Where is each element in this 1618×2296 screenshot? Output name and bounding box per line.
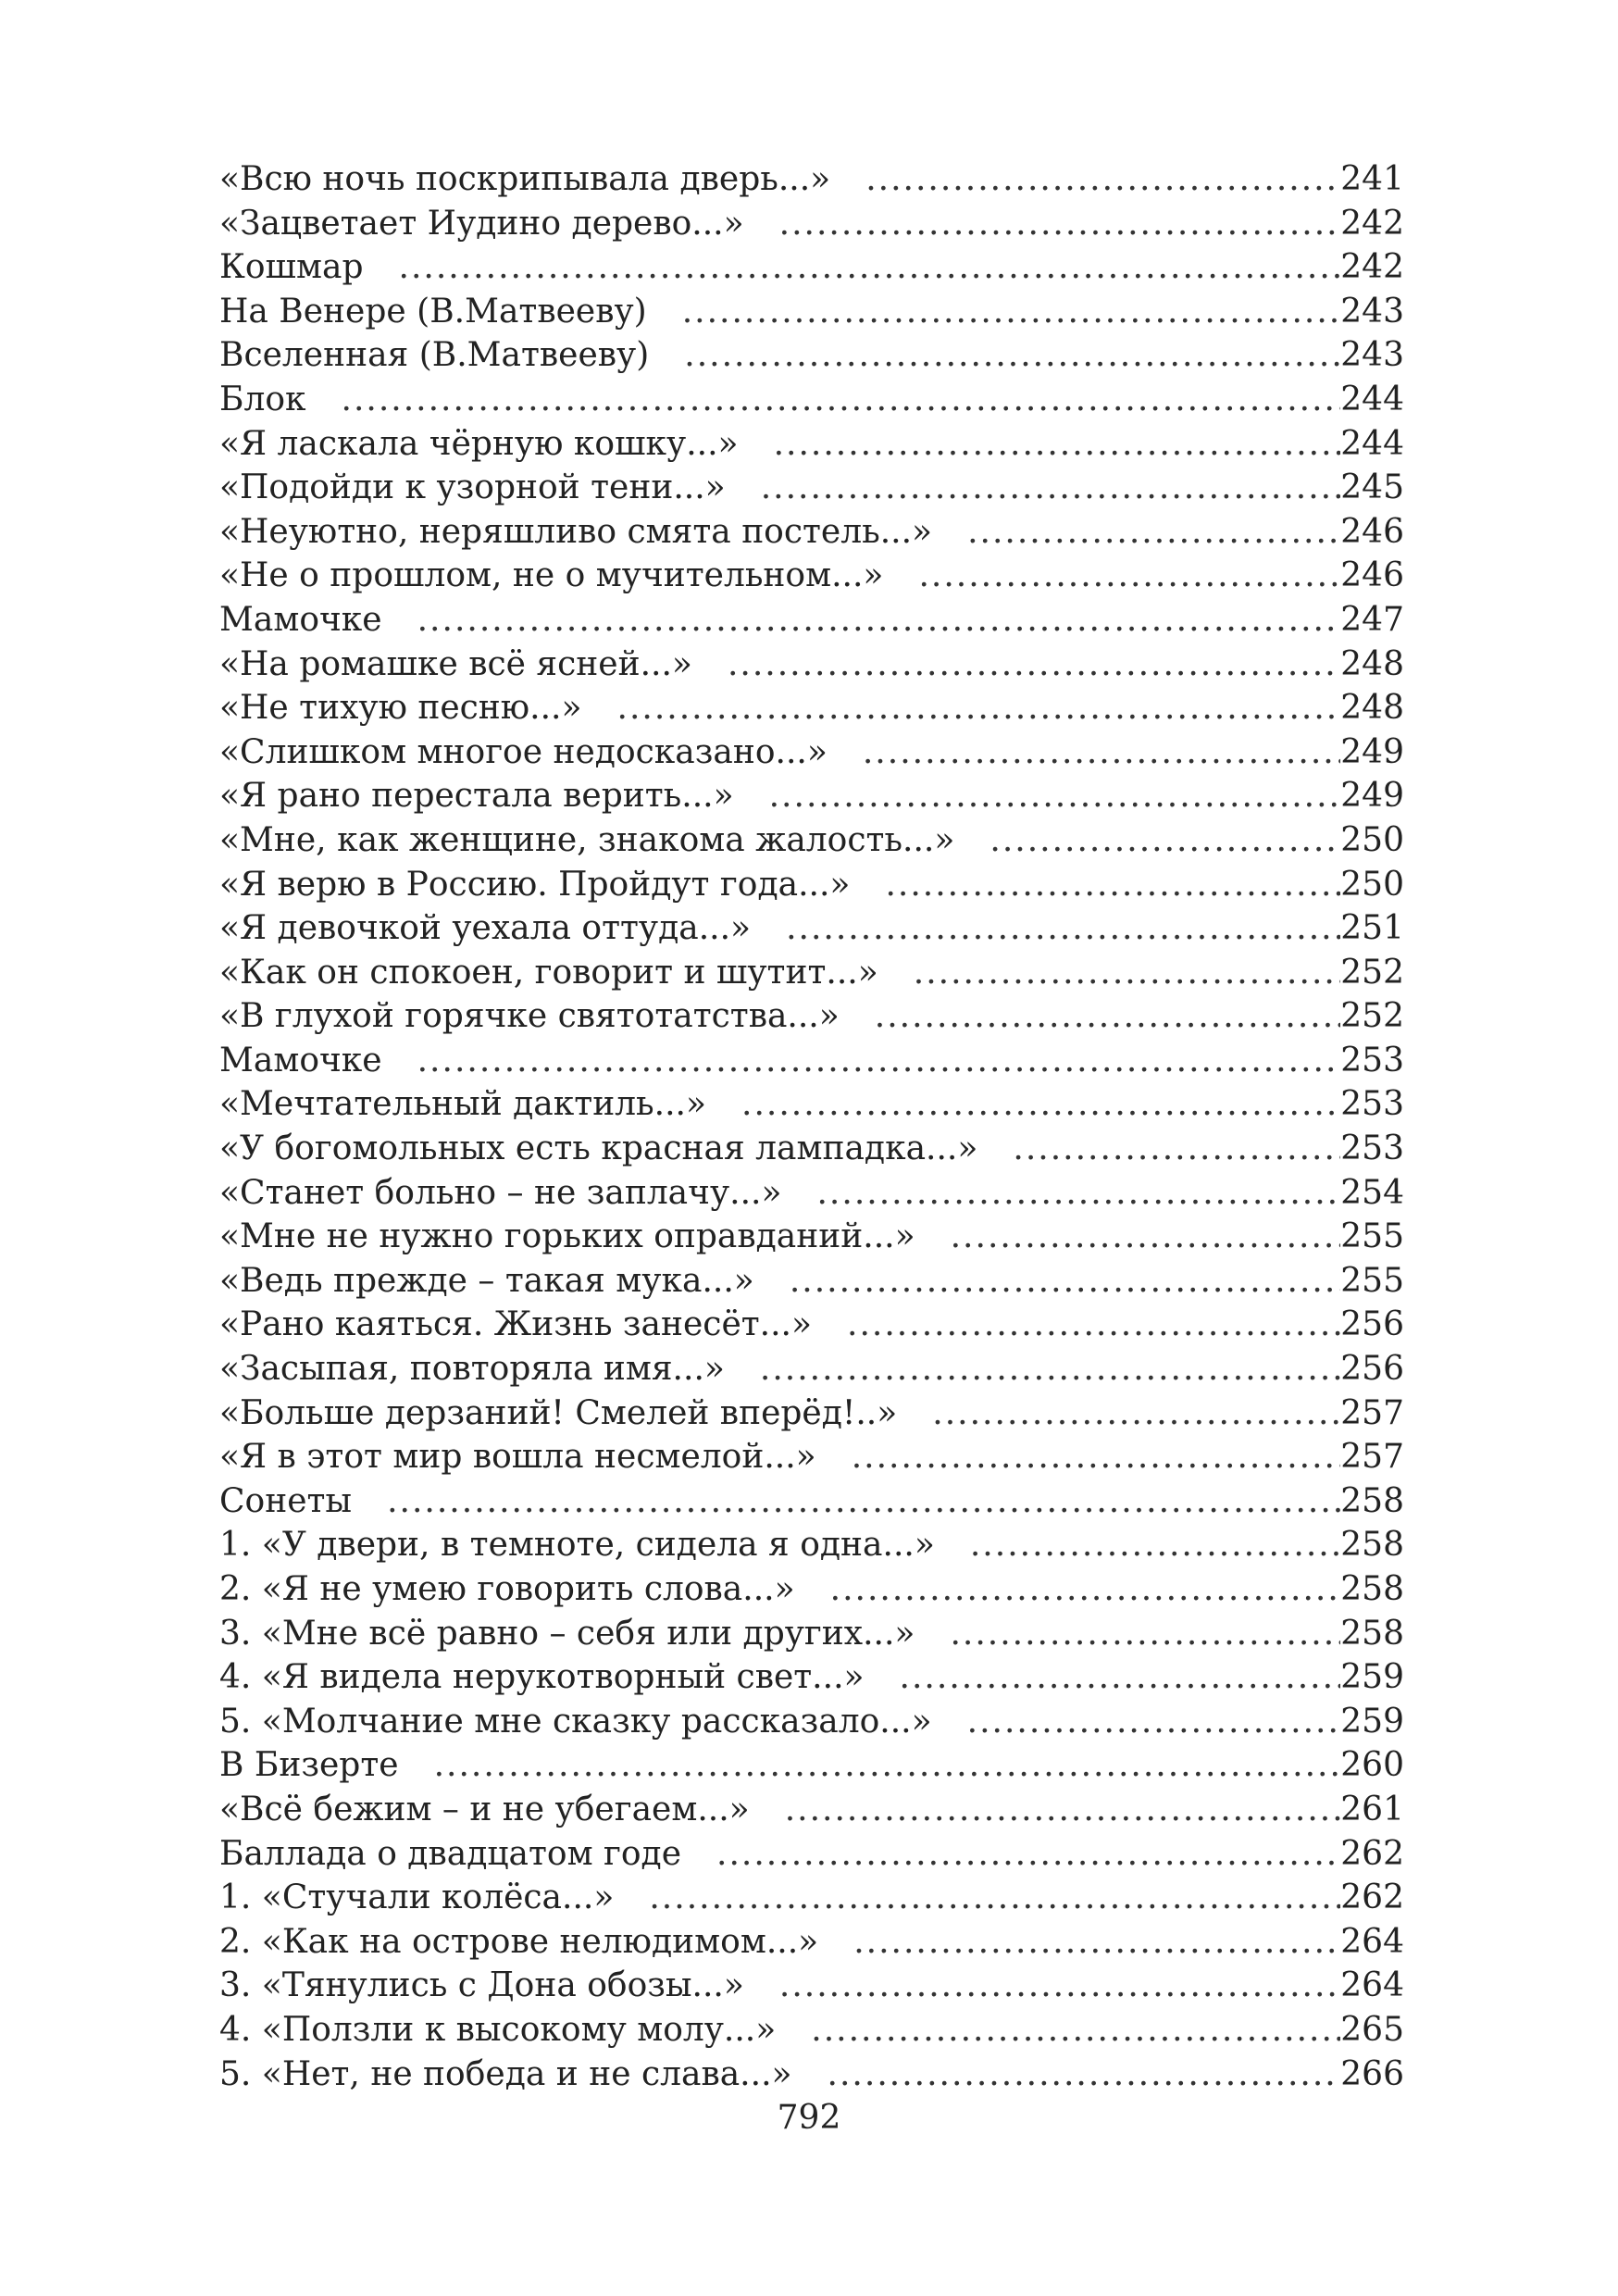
dot-leader: [853, 1920, 1340, 1965]
toc-entry: [219, 1479, 1404, 1524]
toc-entry-title: «Я девочкой уехала оттуда...»: [219, 909, 752, 948]
dot-leader: [434, 1743, 1341, 1788]
toc-entry: [219, 333, 1404, 378]
toc-entry-title: 3. «Мне всё равно – себя или других...»: [219, 1614, 915, 1653]
toc-entry-title: 5. «Молчание мне сказку рассказало...»: [219, 1702, 932, 1741]
dot-leader: [790, 1259, 1340, 1304]
dot-leader: [417, 1039, 1341, 1083]
toc-entry-title: 2. «Как на острове нелюдимом...»: [219, 1922, 819, 1961]
toc-entry-title: «Не тихую песню...»: [219, 689, 582, 728]
dot-leader: [970, 1523, 1340, 1567]
toc-entry: [219, 1082, 1404, 1127]
toc-entry-page: 249: [1340, 777, 1404, 816]
toc-entry-title: Блок: [219, 380, 306, 418]
toc-entry-title: «Зацветает Иудино дерево...»: [219, 204, 744, 243]
dot-leader: [816, 1171, 1340, 1216]
toc-entry-page: 243: [1340, 336, 1404, 375]
toc-entry-title: Мамочке: [219, 600, 382, 639]
toc-entry-page: 241: [1340, 160, 1404, 198]
dot-leader: [716, 1832, 1340, 1877]
toc-entry-title: На Венере (В.Матвееву): [219, 292, 647, 331]
toc-entry: [219, 906, 1404, 951]
toc-entry: [219, 378, 1404, 422]
toc-entry-title: «Не о прошлом, не о мучительном...»: [219, 556, 884, 595]
toc-entry: [219, 643, 1404, 687]
toc-entry: [219, 202, 1404, 246]
dot-leader: [830, 1567, 1341, 1612]
toc-entry-page: 250: [1340, 820, 1404, 859]
toc-entry-title: «У богомольных есть красная лампадка...»: [219, 1129, 978, 1168]
toc-entry-title: «Больше дерзаний! Смелей вперёд!..»: [219, 1393, 898, 1432]
toc-entry: [219, 730, 1404, 775]
toc-entry-page: 243: [1340, 292, 1404, 331]
toc-entry: [219, 1171, 1404, 1216]
toc-entry-title: «Рано каяться. Жизнь занесёт...»: [219, 1305, 813, 1344]
toc-entry-title: 1. «У двери, в темноте, сидела я одна...»: [219, 1526, 935, 1565]
dot-leader: [828, 2053, 1341, 2097]
toc-entry: [219, 1964, 1404, 2008]
toc-entry-page: 242: [1340, 248, 1404, 287]
dot-leader: [399, 245, 1341, 290]
toc-entry: [219, 994, 1404, 1039]
toc-entry-title: «Засыпая, повторяла имя...»: [219, 1350, 725, 1389]
toc-entry-title: «Ведь прежде – такая мука...»: [219, 1261, 754, 1300]
toc-entry-title: «Мне, как женщине, знакома жалость...»: [219, 820, 955, 859]
toc-entry: [219, 951, 1404, 995]
toc-entry-title: 4. «Я видела нерукотворный свет...»: [219, 1658, 865, 1697]
toc-entry-page: 246: [1340, 512, 1404, 551]
toc-entry: [219, 466, 1404, 510]
toc-entry-page: 252: [1340, 997, 1404, 1036]
toc-entry-title: Мамочке: [219, 1041, 382, 1079]
toc-entry-page: 259: [1340, 1658, 1404, 1697]
toc-entry: [219, 2008, 1404, 2053]
dot-leader: [682, 290, 1341, 334]
toc-entry-page: 265: [1340, 2010, 1404, 2049]
dot-leader: [728, 643, 1340, 687]
toc-entry: [219, 1303, 1404, 1347]
toc-entry: [219, 774, 1404, 818]
page-number: 792: [777, 2099, 841, 2137]
toc-entry: [219, 1700, 1404, 1744]
dot-leader: [779, 1964, 1340, 2008]
dot-leader: [918, 554, 1340, 598]
toc-entry-title: 1. «Стучали колёса...»: [219, 1878, 615, 1917]
toc-entry: [219, 1039, 1404, 1083]
toc-entry-page: 249: [1340, 732, 1404, 771]
toc-entry-title: «Я в этот мир вошла несмелой...»: [219, 1438, 816, 1477]
toc-entry: [219, 1259, 1404, 1304]
toc-entry-page: 260: [1340, 1746, 1404, 1785]
toc-entry: [219, 1347, 1404, 1391]
toc-entry-page: 261: [1340, 1790, 1404, 1828]
toc-entry-page: 248: [1340, 644, 1404, 683]
dot-leader: [967, 1700, 1341, 1744]
toc-entry-title: Вселенная (В.Матвееву): [219, 336, 650, 375]
toc-entry: [219, 510, 1404, 555]
toc-entry: [219, 1127, 1404, 1171]
toc-entry-title: «Станет больно – не заплачу...»: [219, 1173, 782, 1212]
dot-leader: [932, 1391, 1340, 1436]
toc-entry: [219, 818, 1404, 863]
dot-leader: [342, 378, 1341, 422]
table-of-contents: [219, 157, 1404, 2096]
dot-leader: [617, 686, 1341, 730]
toc-entry-page: 258: [1340, 1570, 1404, 1608]
dot-leader: [684, 333, 1340, 378]
toc-entry-page: 242: [1340, 204, 1404, 243]
toc-entry-page: 266: [1340, 2054, 1404, 2093]
toc-entry-page: 256: [1340, 1305, 1404, 1344]
dot-leader: [761, 466, 1341, 510]
toc-entry-page: 248: [1340, 689, 1404, 728]
dot-leader: [1013, 1127, 1340, 1171]
dot-leader: [387, 1479, 1340, 1524]
toc-entry-page: 257: [1340, 1438, 1404, 1477]
toc-entry-page: 254: [1340, 1173, 1404, 1212]
toc-entry-page: 258: [1340, 1481, 1404, 1520]
toc-entry-title: «Слишком многое недосказано...»: [219, 732, 828, 771]
toc-entry-page: 253: [1340, 1085, 1404, 1124]
dot-leader: [967, 510, 1340, 555]
toc-entry-page: 252: [1340, 953, 1404, 992]
toc-entry-title: В Бизерте: [219, 1746, 399, 1785]
dot-leader: [417, 598, 1341, 643]
toc-entry-page: 255: [1340, 1217, 1404, 1256]
toc-entry-page: 257: [1340, 1393, 1404, 1432]
toc-entry: [219, 1832, 1404, 1877]
toc-entry-title: 5. «Нет, не победа и не слава...»: [219, 2054, 792, 2093]
toc-entry-page: 247: [1340, 600, 1404, 639]
dot-leader: [989, 818, 1340, 863]
toc-entry: [219, 1876, 1404, 1920]
toc-entry-title: Баллада о двадцатом годе: [219, 1834, 682, 1873]
toc-entry: [219, 686, 1404, 730]
toc-entry-title: «Неуютно, неряшливо смята постель...»: [219, 512, 933, 551]
dot-leader: [769, 774, 1341, 818]
toc-entry-page: 264: [1340, 1966, 1404, 2005]
toc-entry-page: 262: [1340, 1878, 1404, 1917]
toc-entry-page: 246: [1340, 556, 1404, 595]
dot-leader: [951, 1215, 1341, 1259]
toc-entry: [219, 1743, 1404, 1788]
toc-entry-title: «Всю ночь поскрипывала дверь...»: [219, 160, 831, 198]
dot-leader: [785, 1788, 1341, 1832]
toc-entry-title: «Как он спокоен, говорит и шутит...»: [219, 953, 878, 992]
toc-entry: [219, 554, 1404, 598]
toc-entry: [219, 1788, 1404, 1832]
dot-leader: [852, 1435, 1341, 1479]
toc-entry: [219, 1655, 1404, 1700]
dot-leader: [760, 1347, 1340, 1391]
toc-entry-title: «Мечтательный дактиль...»: [219, 1085, 707, 1124]
toc-entry-page: 244: [1340, 424, 1404, 463]
toc-entry-page: 262: [1340, 1834, 1404, 1873]
toc-entry-page: 253: [1340, 1129, 1404, 1168]
toc-entry-title: «Я верю в Россию. Пройдут года...»: [219, 865, 851, 904]
dot-leader: [649, 1876, 1340, 1920]
toc-entry-title: 4. «Ползли к высокому молу...»: [219, 2010, 777, 2049]
dot-leader: [900, 1655, 1341, 1700]
dot-leader: [847, 1303, 1340, 1347]
toc-entry-page: 258: [1340, 1614, 1404, 1653]
dot-leader: [774, 422, 1341, 467]
toc-entry: [219, 598, 1404, 643]
toc-entry-page: 244: [1340, 380, 1404, 418]
toc-entry: [219, 245, 1404, 290]
toc-entry-title: «Подойди к узорной тени...»: [219, 468, 726, 507]
toc-entry-title: «В глухой горячке святотатства...»: [219, 997, 840, 1036]
dot-leader: [741, 1082, 1340, 1127]
toc-entry: [219, 290, 1404, 334]
dot-leader: [865, 157, 1340, 202]
toc-entry: [219, 157, 1404, 202]
toc-entry-page: 264: [1340, 1922, 1404, 1961]
dot-leader: [885, 863, 1340, 907]
toc-entry-page: 259: [1340, 1702, 1404, 1741]
toc-entry-title: 3. «Тянулись с Дона обозы...»: [219, 1966, 744, 2005]
toc-entry-page: 253: [1340, 1041, 1404, 1079]
dot-leader: [786, 906, 1340, 951]
toc-entry: [219, 1920, 1404, 1965]
dot-leader: [779, 202, 1341, 246]
toc-entry-title: «Всё бежим – и не убегаем...»: [219, 1790, 750, 1828]
dot-leader: [811, 2008, 1340, 2053]
toc-entry-page: 250: [1340, 865, 1404, 904]
toc-entry-title: «Я ласкала чёрную кошку...»: [219, 424, 739, 463]
dot-leader: [875, 994, 1341, 1039]
dot-leader: [863, 730, 1340, 775]
toc-entry-title: «На ромашке всё ясней...»: [219, 644, 692, 683]
toc-entry-title: Кошмар: [219, 248, 364, 287]
toc-entry: [219, 1523, 1404, 1567]
toc-entry: [219, 1391, 1404, 1436]
toc-entry-page: 245: [1340, 468, 1404, 507]
dot-leader: [950, 1612, 1340, 1656]
toc-entry-title: «Я рано перестала верить...»: [219, 777, 734, 816]
toc-entry: [219, 2053, 1404, 2097]
toc-entry-title: «Мне не нужно горьких оправданий...»: [219, 1217, 915, 1256]
toc-entry-page: 256: [1340, 1350, 1404, 1389]
toc-entry: [219, 422, 1404, 467]
toc-entry: [219, 863, 1404, 907]
toc-entry: [219, 1567, 1404, 1612]
toc-entry: [219, 1435, 1404, 1479]
toc-entry: [219, 1612, 1404, 1656]
toc-entry-page: 258: [1340, 1526, 1404, 1565]
toc-entry-title: Сонеты: [219, 1481, 353, 1520]
toc-entry-page: 255: [1340, 1261, 1404, 1300]
toc-entry-page: 251: [1340, 909, 1404, 948]
toc-entry: [219, 1215, 1404, 1259]
toc-entry-title: 2. «Я не умею говорить слова...»: [219, 1570, 795, 1608]
dot-leader: [914, 951, 1341, 995]
